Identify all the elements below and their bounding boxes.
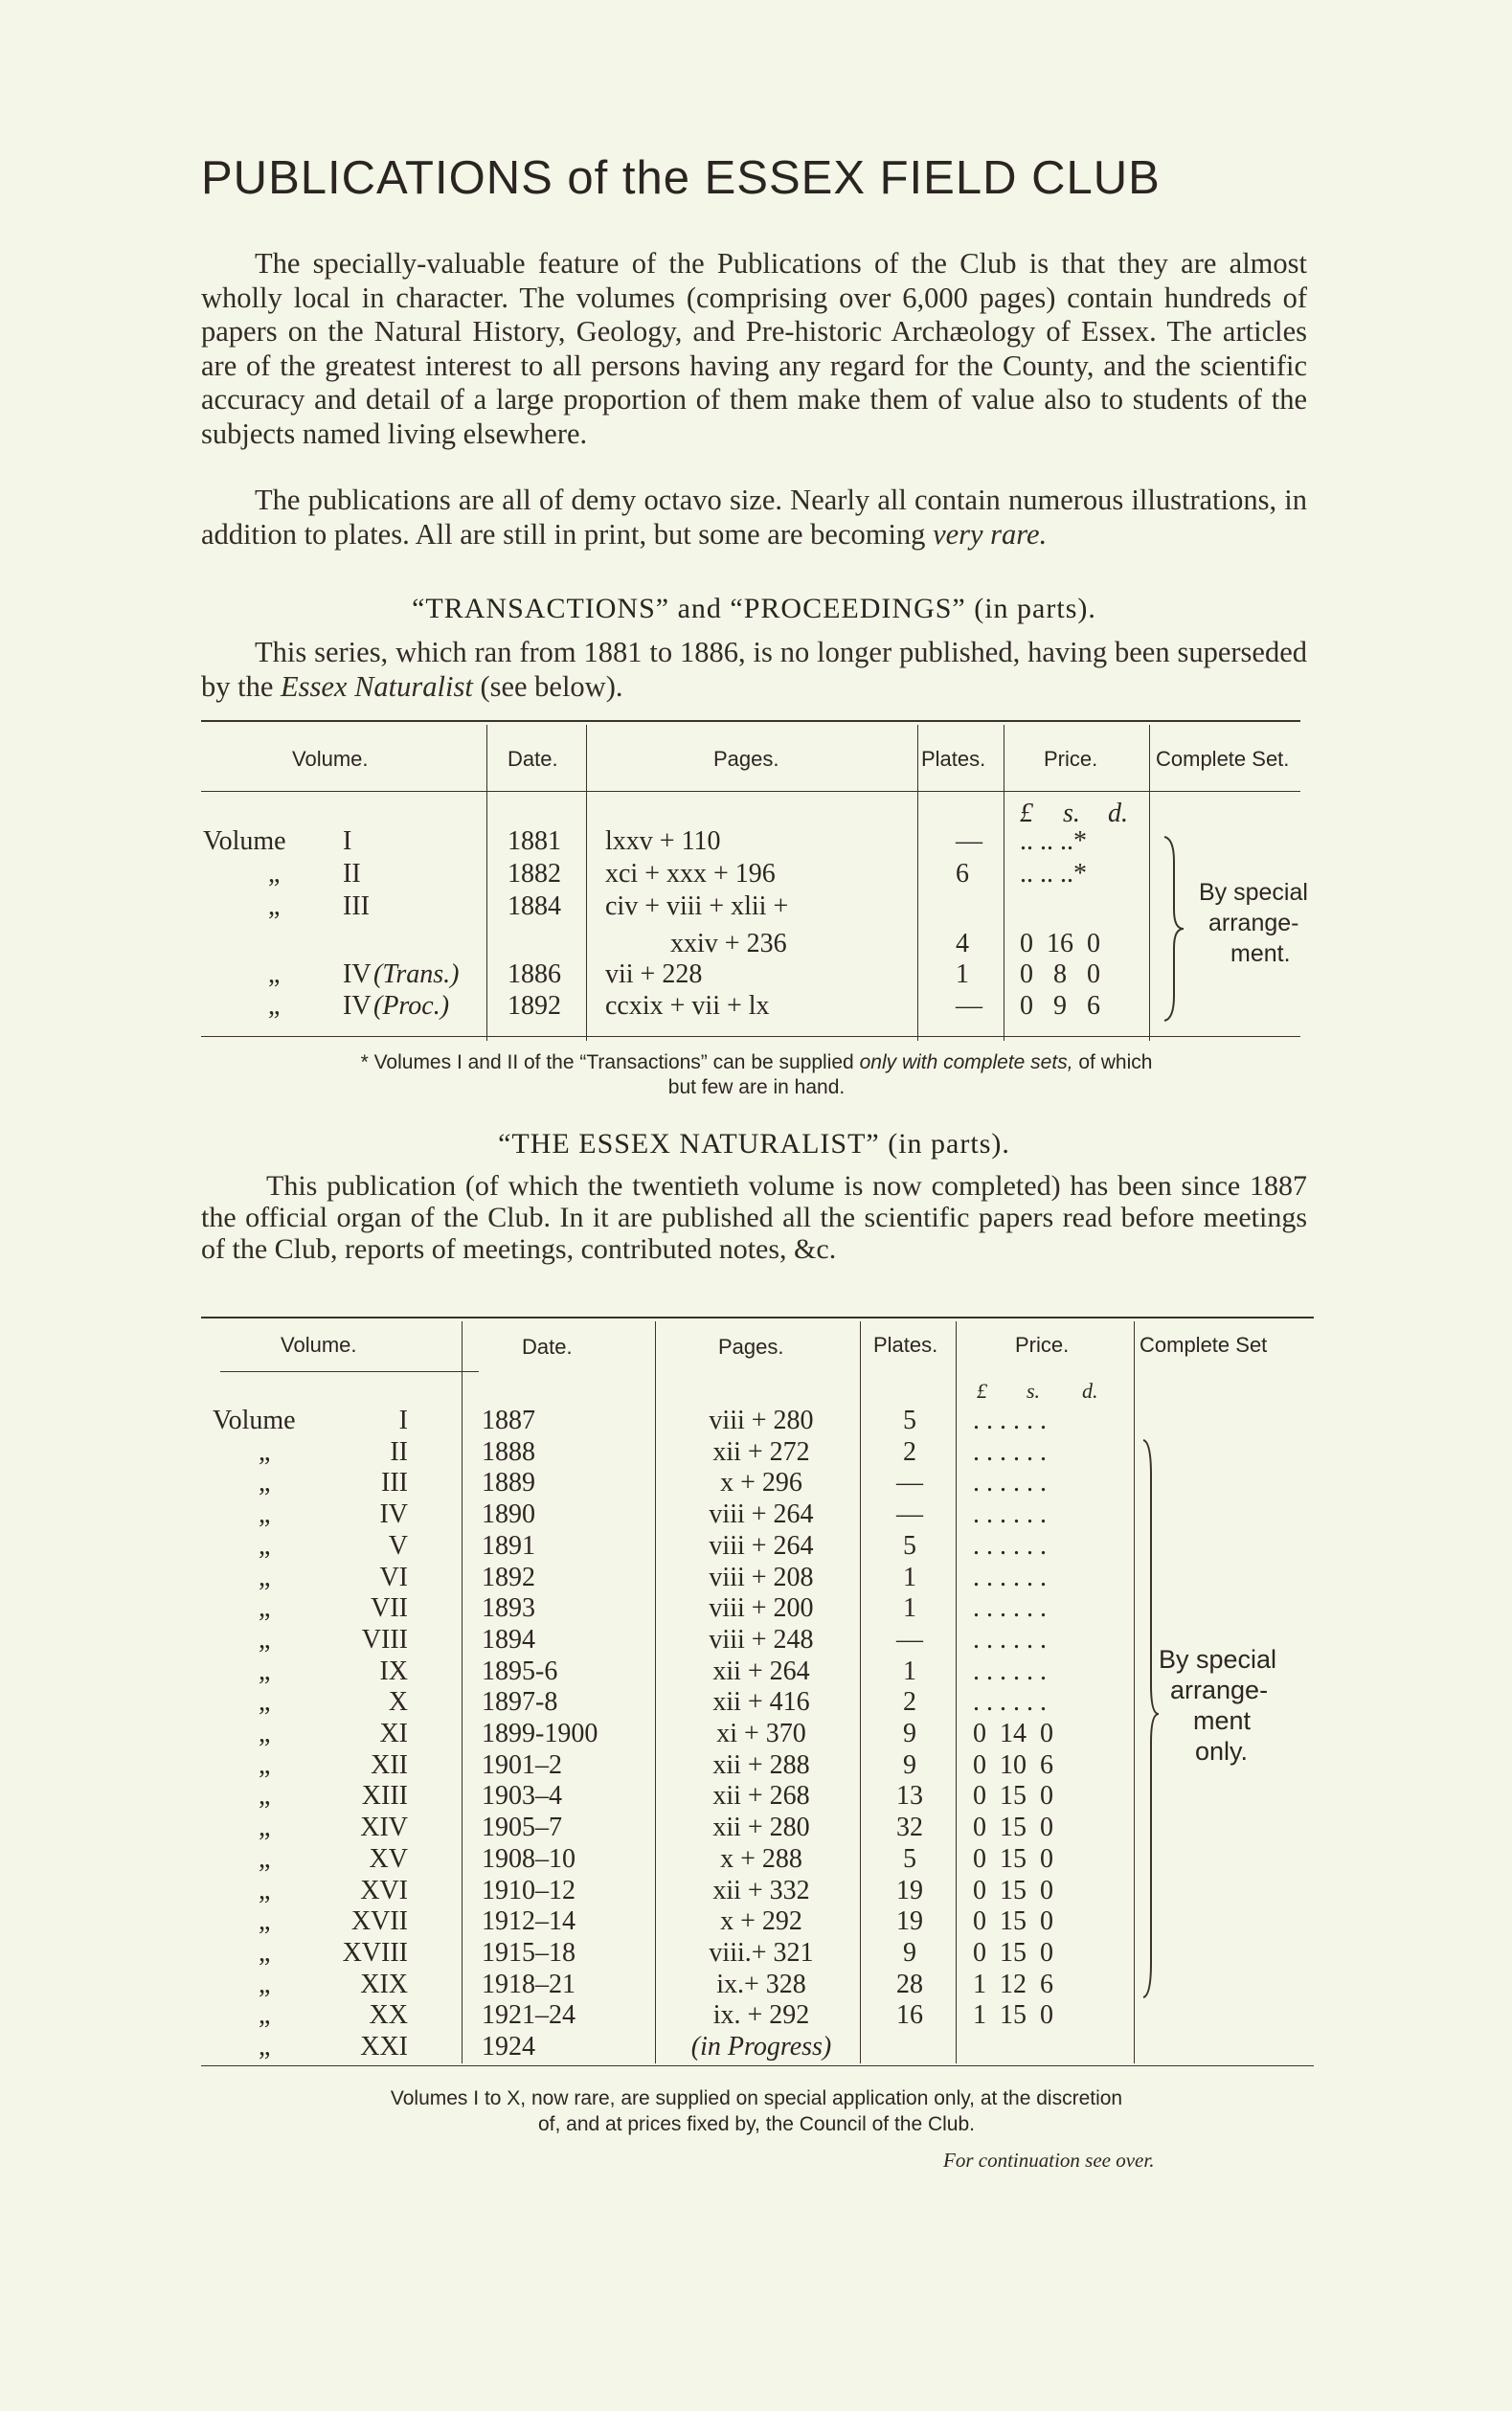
row-price: 1 12 6	[973, 1970, 1053, 1999]
row-price: . . . . . .	[973, 1499, 1047, 1529]
volume-number: X	[388, 1687, 408, 1717]
table-divider	[655, 1321, 656, 2063]
row-price: .. .. ..*	[1020, 859, 1087, 889]
col-header-pages: Pages.	[718, 1335, 784, 1359]
row-price: . . . . . .	[973, 1625, 1047, 1655]
row-date: 1910–12	[482, 1876, 575, 1905]
row-plates: 6	[956, 859, 969, 889]
volume-number: XI	[379, 1719, 408, 1748]
volume-number: XVI	[360, 1876, 408, 1905]
table-divider	[462, 1321, 463, 2063]
row-pages: civ + viii + xlii +	[605, 891, 789, 921]
transactions-footnote: * Volumes I and II of the “Transactions” can be supplied only with complete sets, of which	[360, 1051, 1153, 1073]
row-date: 1894	[482, 1625, 535, 1655]
complete-set-note-line: By special	[1199, 879, 1308, 906]
row-plates: 5	[903, 1406, 916, 1435]
transactions-description	[201, 636, 1307, 704]
row-price: . . . . . .	[973, 1563, 1047, 1592]
volume-number: XV	[369, 1844, 408, 1874]
volume-prefix: „	[259, 2032, 271, 2062]
volume-number: VIII	[361, 1625, 408, 1655]
volume-suffix: (Proc.)	[373, 991, 450, 1021]
currency-pounds: £	[977, 1379, 987, 1403]
volume-prefix: „	[259, 1656, 271, 1686]
currency-pence: d.	[1108, 799, 1128, 828]
row-pages: viii + 200	[709, 1593, 814, 1623]
col-header-volume: Volume.	[292, 747, 369, 771]
row-pages: viii.+ 321	[709, 1938, 814, 1968]
row-date: 1897-8	[482, 1687, 558, 1717]
col-header-price: Price.	[1044, 747, 1098, 771]
volume-number: XXI	[360, 2032, 408, 2062]
row-plates: —	[956, 826, 982, 856]
table-rule	[201, 1317, 1314, 1318]
table-rule	[201, 1036, 1300, 1037]
volume-prefix: „	[259, 1781, 271, 1811]
row-price: .. .. ..*	[1020, 826, 1087, 856]
row-pages: xii + 416	[712, 1687, 810, 1717]
volume-prefix: „	[259, 1719, 271, 1748]
volume-number: IV	[343, 959, 372, 989]
table-divider	[1149, 725, 1150, 1041]
volume-prefix: „	[268, 859, 281, 889]
volume-number: VI	[379, 1563, 408, 1592]
row-price: 0 15 0	[973, 1906, 1053, 1936]
col-header-pages: Pages.	[713, 747, 779, 771]
row-plates: 16	[896, 2000, 923, 2030]
row-date: 1887	[482, 1406, 535, 1435]
volume-prefix: „	[259, 1938, 271, 1968]
row-plates: 2	[903, 1437, 916, 1467]
col-header-date: Date.	[522, 1335, 573, 1359]
currency-pounds: £	[1020, 799, 1033, 828]
row-date: 1903–4	[482, 1781, 562, 1811]
row-price: . . . . . .	[973, 1687, 1047, 1717]
complete-set-note-line: arrange-	[1170, 1676, 1269, 1704]
volume-prefix: „	[259, 1499, 271, 1529]
naturalist-desc-text: This publication (of which the twentieth volume is now completed) has been since 1887 the official organ of the Club. In it are published all the scientific papers read before meetings of the Club, reports of meetings, contributed notes, &c.	[201, 1170, 1307, 1265]
col-header-date: Date.	[508, 747, 558, 771]
row-date: 1891	[482, 1531, 535, 1561]
col-header-complete-set: Complete Set.	[1156, 747, 1290, 771]
volume-prefix: „	[259, 1468, 271, 1498]
row-pages: viii + 264	[709, 1499, 814, 1529]
naturalist-heading: “THE ESSEX NATURALIST” (in parts).	[498, 1128, 1010, 1160]
brace-icon	[1140, 1436, 1162, 2001]
row-plates: 5	[903, 1531, 916, 1561]
row-price: 0 16 0	[1020, 929, 1100, 958]
row-plates: —	[956, 991, 982, 1021]
row-pages: ccxix + vii + lx	[605, 991, 770, 1021]
volume-prefix: „	[259, 1437, 271, 1467]
row-date: 1893	[482, 1593, 535, 1623]
intro-italic-very-rare: very rare.	[933, 517, 1048, 551]
row-pages: xii + 268	[712, 1781, 810, 1811]
row-pages: viii + 208	[709, 1563, 814, 1592]
table-rule	[201, 791, 1300, 792]
row-pages: xci + xxx + 196	[605, 859, 776, 889]
intro-paragraph-1	[201, 247, 1307, 451]
row-pages: xii + 288	[712, 1750, 810, 1780]
row-price: 0 10 6	[973, 1750, 1053, 1780]
volume-number: III	[381, 1468, 408, 1498]
volume-prefix: „	[259, 1625, 271, 1655]
volume-suffix: (Trans.)	[373, 959, 460, 989]
naturalist-description	[201, 1170, 1307, 1265]
row-pages: x + 296	[720, 1468, 802, 1498]
row-pages: x + 288	[720, 1844, 802, 1874]
volume-number: IX	[379, 1656, 408, 1686]
table-divider	[917, 725, 918, 1041]
table-rule	[220, 1371, 479, 1372]
complete-set-note-line: ment	[1193, 1706, 1252, 1735]
row-price: 0 15 0	[973, 1876, 1053, 1905]
volume-number: XIII	[361, 1781, 408, 1811]
row-price: . . . . . .	[973, 1468, 1047, 1498]
table-rule	[201, 2065, 1314, 2066]
col-header-plates: Plates.	[921, 747, 986, 771]
naturalist-footnote-2: of, and at prices fixed by, the Council of the Club.	[537, 2113, 976, 2135]
volume-number: II	[343, 859, 361, 889]
volume-number: II	[390, 1437, 408, 1467]
row-pages: ix. + 292	[712, 2000, 810, 2030]
row-plates: 4	[956, 929, 969, 958]
row-plates: —	[896, 1499, 923, 1529]
row-date: 1886	[508, 959, 561, 989]
transactions-heading: “TRANSACTIONS” and “PROCEEDINGS” (in parts).	[412, 593, 1096, 624]
row-pages: (in Progress)	[690, 2032, 832, 2062]
table-divider	[486, 725, 487, 1041]
volume-number: I	[398, 1406, 408, 1435]
row-price: 0 9 6	[1020, 991, 1100, 1021]
volume-prefix: „	[268, 991, 281, 1021]
complete-set-note-line: ment.	[1230, 940, 1291, 967]
row-plates: 19	[896, 1876, 923, 1905]
volume-number: III	[343, 891, 370, 921]
row-price: 0 15 0	[973, 1938, 1053, 1968]
row-plates: 1	[903, 1593, 916, 1623]
col-header-volume: Volume.	[281, 1333, 357, 1357]
row-plates: 32	[896, 1813, 923, 1842]
row-date: 1892	[508, 991, 561, 1021]
row-date: 1901–2	[482, 1750, 562, 1780]
row-price: 0 15 0	[973, 1844, 1053, 1874]
table-divider	[956, 1321, 957, 2063]
row-date: 1895-6	[482, 1656, 558, 1686]
row-date: 1890	[482, 1499, 535, 1529]
row-plates: —	[896, 1625, 923, 1655]
row-date: 1924	[482, 2032, 535, 2062]
row-date: 1888	[482, 1437, 535, 1467]
col-header-complete-set: Complete Set	[1140, 1333, 1268, 1357]
row-date: 1889	[482, 1468, 535, 1498]
transactions-desc-italic: Essex Naturalist	[281, 669, 473, 703]
volume-prefix: „	[268, 959, 281, 989]
row-plates: 9	[903, 1719, 916, 1748]
row-date: 1908–10	[482, 1844, 575, 1874]
intro-paragraph-2	[201, 484, 1307, 552]
row-date: 1882	[508, 859, 561, 889]
volume-prefix: „	[259, 1593, 271, 1623]
table-divider	[860, 1321, 861, 2063]
intro-text-2: The publications are all of demy octavo size. Nearly all contain numerous illustrations, in addition to plates. All are still in print, but some are becoming	[201, 484, 1307, 551]
row-price: 0 15 0	[973, 1781, 1053, 1811]
row-date: 1918–21	[482, 1970, 575, 1999]
row-price: 0 15 0	[973, 1813, 1053, 1842]
transactions-footnote-2: but few are in hand.	[667, 1076, 846, 1098]
volume-number: IV	[343, 991, 372, 1021]
row-pages: x + 292	[720, 1906, 802, 1936]
row-date: 1915–18	[482, 1938, 575, 1968]
row-date: 1921–24	[482, 2000, 575, 2030]
row-price: . . . . . .	[973, 1656, 1047, 1686]
volume-prefix: „	[259, 1844, 271, 1874]
row-pages: ix.+ 328	[716, 1970, 806, 1999]
row-plates: 9	[903, 1938, 916, 1968]
row-pages: viii + 264	[709, 1531, 814, 1561]
row-plates: —	[896, 1468, 923, 1498]
row-price: . . . . . .	[973, 1531, 1047, 1561]
volume-prefix: „	[259, 1687, 271, 1717]
row-date: 1892	[482, 1563, 535, 1592]
naturalist-footnote-1: Volumes I to X, now rare, are supplied on special application only, at the discretion	[390, 2087, 1123, 2109]
row-pages: xii + 280	[712, 1813, 810, 1842]
volume-number: XX	[369, 2000, 408, 2030]
row-plates: 19	[896, 1906, 923, 1936]
complete-set-note-line: arrange-	[1208, 910, 1299, 936]
row-pages: xii + 332	[712, 1876, 810, 1905]
row-price: . . . . . .	[973, 1437, 1047, 1467]
row-plates: 1	[903, 1563, 916, 1592]
complete-set-note-line: By special	[1159, 1645, 1277, 1674]
volume-number: XII	[371, 1750, 408, 1780]
currency-shillings: s.	[1063, 799, 1080, 828]
row-date: 1881	[508, 826, 561, 856]
row-pages: xii + 272	[712, 1437, 810, 1467]
currency-shillings: s.	[1027, 1379, 1041, 1403]
currency-pence: d.	[1082, 1379, 1098, 1403]
row-price: 0 14 0	[973, 1719, 1053, 1748]
col-header-price: Price.	[1015, 1333, 1070, 1357]
volume-prefix: „	[259, 1970, 271, 1999]
table-divider	[1134, 1321, 1135, 2063]
row-price: 1 15 0	[973, 2000, 1053, 2030]
page-title: PUBLICATIONS of the ESSEX FIELD CLUB	[201, 152, 1161, 204]
row-plates: 1	[903, 1656, 916, 1686]
volume-number: XIV	[360, 1813, 408, 1842]
volume-prefix: „	[259, 1531, 271, 1561]
row-plates: 13	[896, 1781, 923, 1811]
volume-number: I	[343, 826, 352, 856]
volume-number: XIX	[360, 1970, 408, 1999]
row-date: 1899-1900	[482, 1719, 598, 1748]
table-rule	[201, 720, 1300, 722]
row-pages: xxiv + 236	[670, 929, 787, 958]
row-plates: 5	[903, 1844, 916, 1874]
volume-prefix: Volume	[213, 1406, 296, 1435]
row-pages: xii + 264	[712, 1656, 810, 1686]
volume-number: VII	[371, 1593, 408, 1623]
row-date: 1905–7	[482, 1813, 562, 1842]
row-plates: 2	[903, 1687, 916, 1717]
volume-prefix: „	[268, 891, 281, 921]
row-pages: xi + 370	[716, 1719, 806, 1748]
row-plates: 9	[903, 1750, 916, 1780]
volume-number: IV	[379, 1499, 408, 1529]
volume-number: XVIII	[342, 1938, 408, 1968]
complete-set-note-line: only.	[1195, 1737, 1249, 1766]
row-price: . . . . . .	[973, 1593, 1047, 1623]
row-plates: 28	[896, 1970, 923, 1999]
row-pages: viii + 280	[709, 1406, 814, 1435]
brace-icon	[1161, 833, 1187, 1025]
row-price: . . . . . .	[973, 1406, 1047, 1435]
row-date: 1912–14	[482, 1906, 575, 1936]
volume-prefix: Volume	[203, 826, 286, 856]
row-plates: 1	[956, 959, 969, 989]
intro-text-1: The specially-valuable feature of the Publications of the Club is that they are almost wholly local in character. The volumes (comprising over 6,000 pages) contain hundreds of papers on the Natural History, Geology, and Pre-historic Archæology of Essex. The articles are of the greatest interest to all persons having any regard for the County, and the scientific accuracy and detail of a large proportion of them make them of value also to students of the subjects named living elsewhere.	[201, 247, 1307, 450]
volume-prefix: „	[259, 1563, 271, 1592]
row-date: 1884	[508, 891, 561, 921]
volume-prefix: „	[259, 1906, 271, 1936]
continuation-note: For continuation see over.	[943, 2149, 1155, 2172]
transactions-desc-text: This series, which ran from 1881 to 1886, is no longer published, having been superseded by the	[201, 636, 1307, 703]
row-price: 0 8 0	[1020, 959, 1100, 989]
transactions-desc-end: (see below).	[480, 669, 623, 703]
col-header-plates: Plates.	[873, 1333, 938, 1357]
volume-prefix: „	[259, 1750, 271, 1780]
volume-prefix: „	[259, 1813, 271, 1842]
volume-number: V	[388, 1531, 408, 1561]
row-pages: vii + 228	[605, 959, 703, 989]
table-divider	[586, 725, 587, 1041]
row-pages: viii + 248	[709, 1625, 814, 1655]
volume-prefix: „	[259, 2000, 271, 2030]
volume-prefix: „	[259, 1876, 271, 1905]
volume-number: XVII	[350, 1906, 408, 1936]
row-pages: lxxv + 110	[605, 826, 721, 856]
